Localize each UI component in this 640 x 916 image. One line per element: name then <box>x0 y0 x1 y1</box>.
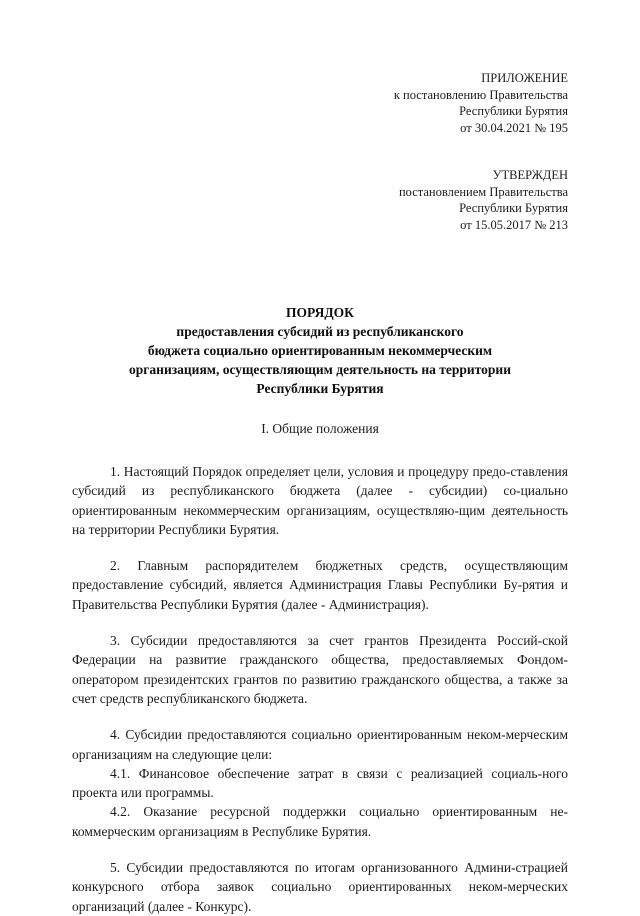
title-line-1: ПОРЯДОК <box>286 305 354 320</box>
title-line-5: Республики Бурятия <box>256 381 384 396</box>
approved-label: УТВЕРЖДЕН <box>492 168 568 182</box>
appendix-line-2: к постановлению Правительства <box>393 87 568 102</box>
appendix-label: ПРИЛОЖЕНИЕ <box>481 71 568 85</box>
paragraph-4: 4. Субсидии предоставляются социально ориентированным неком-мерческим организациям на следующие цели: <box>72 727 568 762</box>
approved-line-3: Республики Бурятия <box>459 201 568 215</box>
paragraph-1: 1. Настоящий Порядок определяет цели, условия и процедуру предо-ставления субсидий из республиканского бюджета (далее - субсидии) со-циально ориентированным некоммерческим организациям, осуществляю-щим деятельность на территории Республики Бурятия. <box>72 464 568 537</box>
paragraph-5: 5. Субсидии предоставляются по итогам организованного Админи-страцией конкурсного отбора заявок социально ориентированных неком-мерческих организаций (далее - Конкурс). <box>72 860 568 914</box>
title-line-2: предоставления субсидий из республиканского <box>176 324 464 339</box>
document-content <box>72 70 568 916</box>
appendix-header <box>72 70 568 136</box>
document-title <box>72 303 568 398</box>
title-line-4: организациям, осуществляющим деятельность на территории <box>129 362 511 377</box>
approved-header <box>72 167 568 233</box>
appendix-line-3: Республики Бурятия <box>459 104 568 118</box>
paragraph-2: 2. Главным распорядителем бюджетных средств, осуществляющим предоставление субсидий, является Администрация Главы Республики Бу-рятия и Правительства Республики Бурятия (далее - Администрация). <box>72 558 568 612</box>
paragraph-3: 3. Субсидии предоставляются за счет грантов Президента Россий-ской Федерации на развитие гражданского общества, предоставляемых Фондом-оператором президентских грантов по развитию гражданского общества, а также за счет средств республиканского бюджета. <box>72 633 568 706</box>
paragraph-4-2: 4.2. Оказание ресурсной поддержки социально ориентированным не-коммерческим организациям в Республике Бурятия. <box>72 804 568 839</box>
appendix-line-4: от 30.04.2021 № 195 <box>460 120 568 135</box>
title-line-3: бюджета социально ориентированным некоммерческим <box>147 343 493 358</box>
document-body <box>72 462 568 916</box>
approved-line-4: от 15.05.2017 № 213 <box>460 217 568 232</box>
approved-line-2: постановлением Правительства <box>398 184 568 199</box>
section-heading: I. Общие положения <box>261 421 379 436</box>
paragraph-4-1: 4.1. Финансовое обеспечение затрат в связи с реализацией социаль-ного проекта или программы. <box>72 765 568 801</box>
